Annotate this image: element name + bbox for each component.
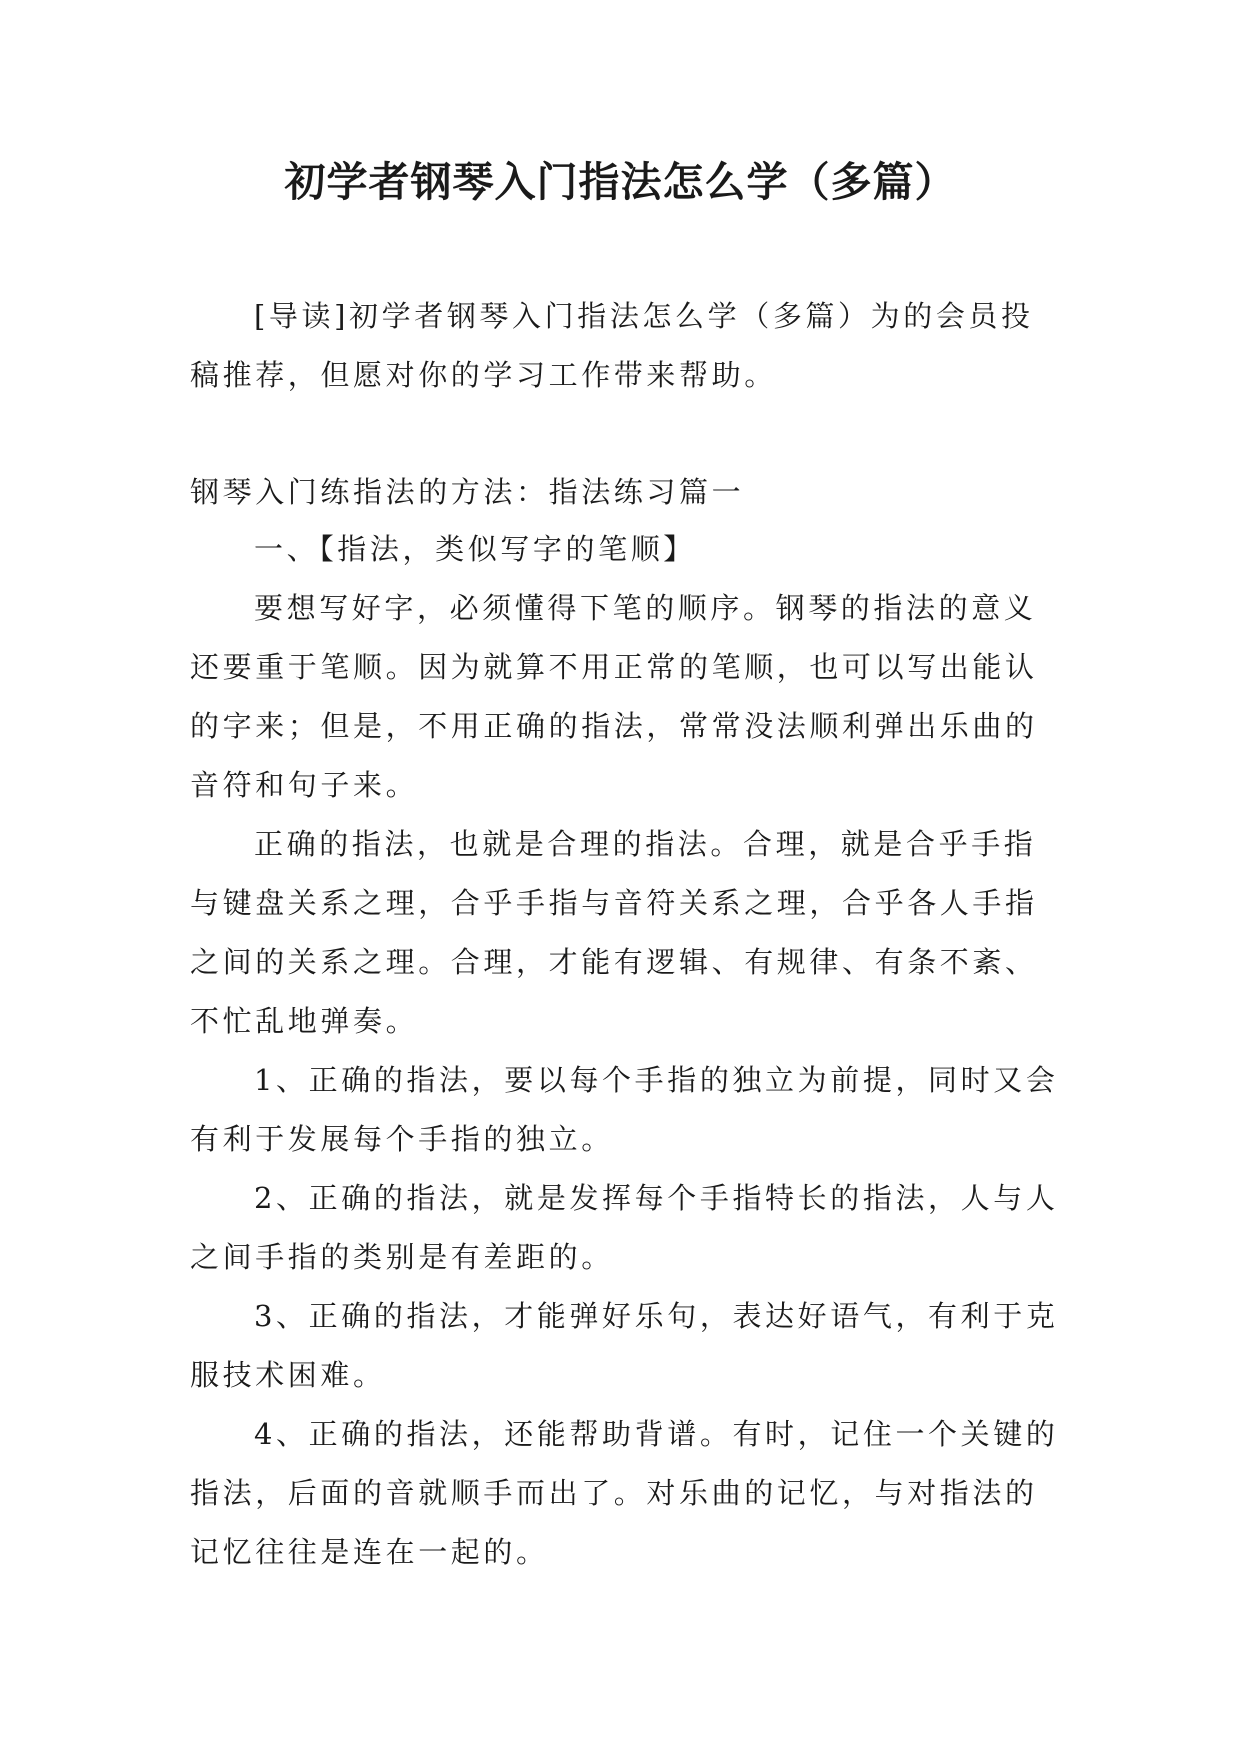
list-item: 2、正确的指法，就是发挥每个手指特长的指法，人与人之间手指的类别是有差距的。 [190,1181,1059,1274]
document-title: 初学者钢琴入门指法怎么学（多篇） [284,158,957,206]
section-heading: 钢琴入门练指法的方法：指法练习篇一 [190,475,745,509]
body-paragraph: 正确的指法，也就是合理的指法。合理，就是合乎手指与键盘关系之理，合乎手指与音符关系之理，合乎各人手指之间的关系之理。合理，才能有逻辑、有规律、有条不紊、不忙乱地弹奏。 [190,827,1038,1038]
subheading-fingering: 一、【指法，类似写字的笔顺】 [254,532,696,566]
list-item: 1、正确的指法，要以每个手指的独立为前提，同时又会有利于发展每个手指的独立。 [190,1063,1059,1156]
list-item: 3、正确的指法，才能弹好乐句，表达好语气，有利于克服技术困难。 [190,1299,1059,1392]
document-body [190,520,1065,1582]
intro-paragraph: [导读]初学者钢琴入门指法怎么学（多篇）为的会员投稿推荐，但愿对你的学习工作带来帮助。 [190,299,1034,392]
list-item: 4、正确的指法，还能帮助背谱。有时，记住一个关键的指法，后面的音就顺手而出了。对乐曲的记忆，与对指法的记忆往往是连在一起的。 [190,1417,1059,1569]
body-paragraph: 要想写好字，必须懂得下笔的顺序。钢琴的指法的意义还要重于笔顺。因为就算不用正常的笔顺，也可以写出能认的字来；但是，不用正确的指法，常常没法顺利弹出乐曲的音符和句子来。 [190,591,1038,802]
